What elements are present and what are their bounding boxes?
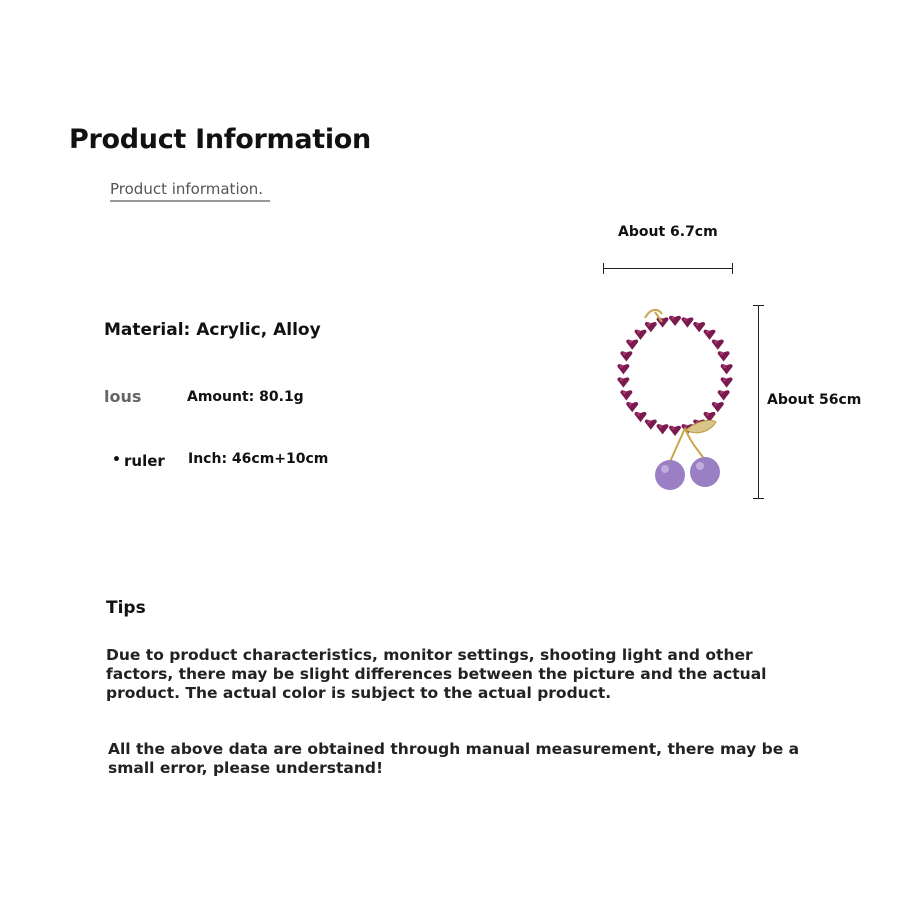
bead-highlight (629, 340, 632, 343)
bead-highlight (623, 352, 626, 355)
bead-highlight (684, 425, 687, 428)
heart-bead (620, 390, 632, 400)
width-dimension-cap-left (603, 263, 604, 274)
bead-highlight (647, 420, 650, 423)
heart-bead (657, 424, 669, 434)
page-title: Product Information (69, 124, 371, 155)
heart-bead (669, 426, 681, 436)
bead-highlight (684, 318, 687, 321)
bead-highlight (706, 413, 709, 416)
heart-bead (712, 340, 724, 350)
heart-bead (681, 317, 693, 327)
heart-bead (657, 317, 669, 327)
bead-highlight (720, 391, 723, 394)
bead-highlight (706, 330, 709, 333)
heart-bead (620, 351, 632, 361)
heart-bead (718, 351, 730, 361)
length-dimension-label: About 56cm (767, 392, 862, 408)
subtitle-underline (110, 200, 270, 202)
heart-bead (617, 364, 629, 374)
heart-bead (626, 340, 638, 350)
heart-bead (721, 364, 733, 374)
heart-bead (617, 377, 629, 387)
heart-bead (669, 316, 681, 326)
bead-highlight (620, 365, 623, 368)
bead-highlight (637, 413, 640, 416)
bead-highlight (671, 316, 674, 319)
ruler-label: ruler (124, 452, 165, 470)
length-dimension-cap-bottom (753, 498, 764, 499)
heart-bead (635, 412, 647, 422)
necklace-image (600, 300, 750, 500)
inch-spec: Inch: 46cm+10cm (188, 451, 329, 467)
length-dimension-line (758, 306, 759, 498)
heart-bead (721, 377, 733, 387)
bead-highlight (659, 425, 662, 428)
bead-highlight (647, 323, 650, 326)
bead-highlight (620, 378, 623, 381)
section-subtitle: Product information. (110, 180, 264, 198)
bead-highlight (629, 403, 632, 406)
heart-bead (693, 322, 705, 332)
bead-highlight (637, 330, 640, 333)
width-dimension-line (604, 268, 732, 269)
bead-highlight (720, 352, 723, 355)
bead-highlight (723, 365, 726, 368)
bead-highlight (714, 340, 717, 343)
necklace-beads (617, 316, 732, 436)
bead-highlight (623, 391, 626, 394)
tips-paragraph-2: All the above data are obtained through manual measurement, there may be a small error, please understand! (108, 740, 800, 777)
bead-highlight (714, 403, 717, 406)
heart-bead (703, 330, 715, 340)
heart-bead (635, 330, 647, 340)
tips-heading: Tips (106, 598, 146, 618)
material-spec: Material: Acrylic, Alloy (104, 320, 321, 340)
amount-spec: Amount: 80.1g (187, 389, 304, 405)
width-dimension-label: About 6.7cm (618, 224, 718, 240)
heart-bead (718, 390, 730, 400)
bead-highlight (696, 323, 699, 326)
heart-bead (645, 419, 657, 429)
bullet-icon: • (112, 452, 121, 468)
heart-bead (645, 322, 657, 332)
heart-bead (712, 402, 724, 412)
tips-paragraph-1: Due to product characteristics, monitor settings, shooting light and other factors, there may be slight differences between the picture and the actual product. The actual color is subject to the actual product. (106, 646, 767, 702)
width-dimension-cap-right (732, 263, 733, 274)
heart-bead (626, 402, 638, 412)
lous-label: lous (104, 387, 142, 406)
bead-highlight (723, 378, 726, 381)
bead-highlight (671, 426, 674, 429)
length-dimension-cap-top (753, 305, 764, 306)
